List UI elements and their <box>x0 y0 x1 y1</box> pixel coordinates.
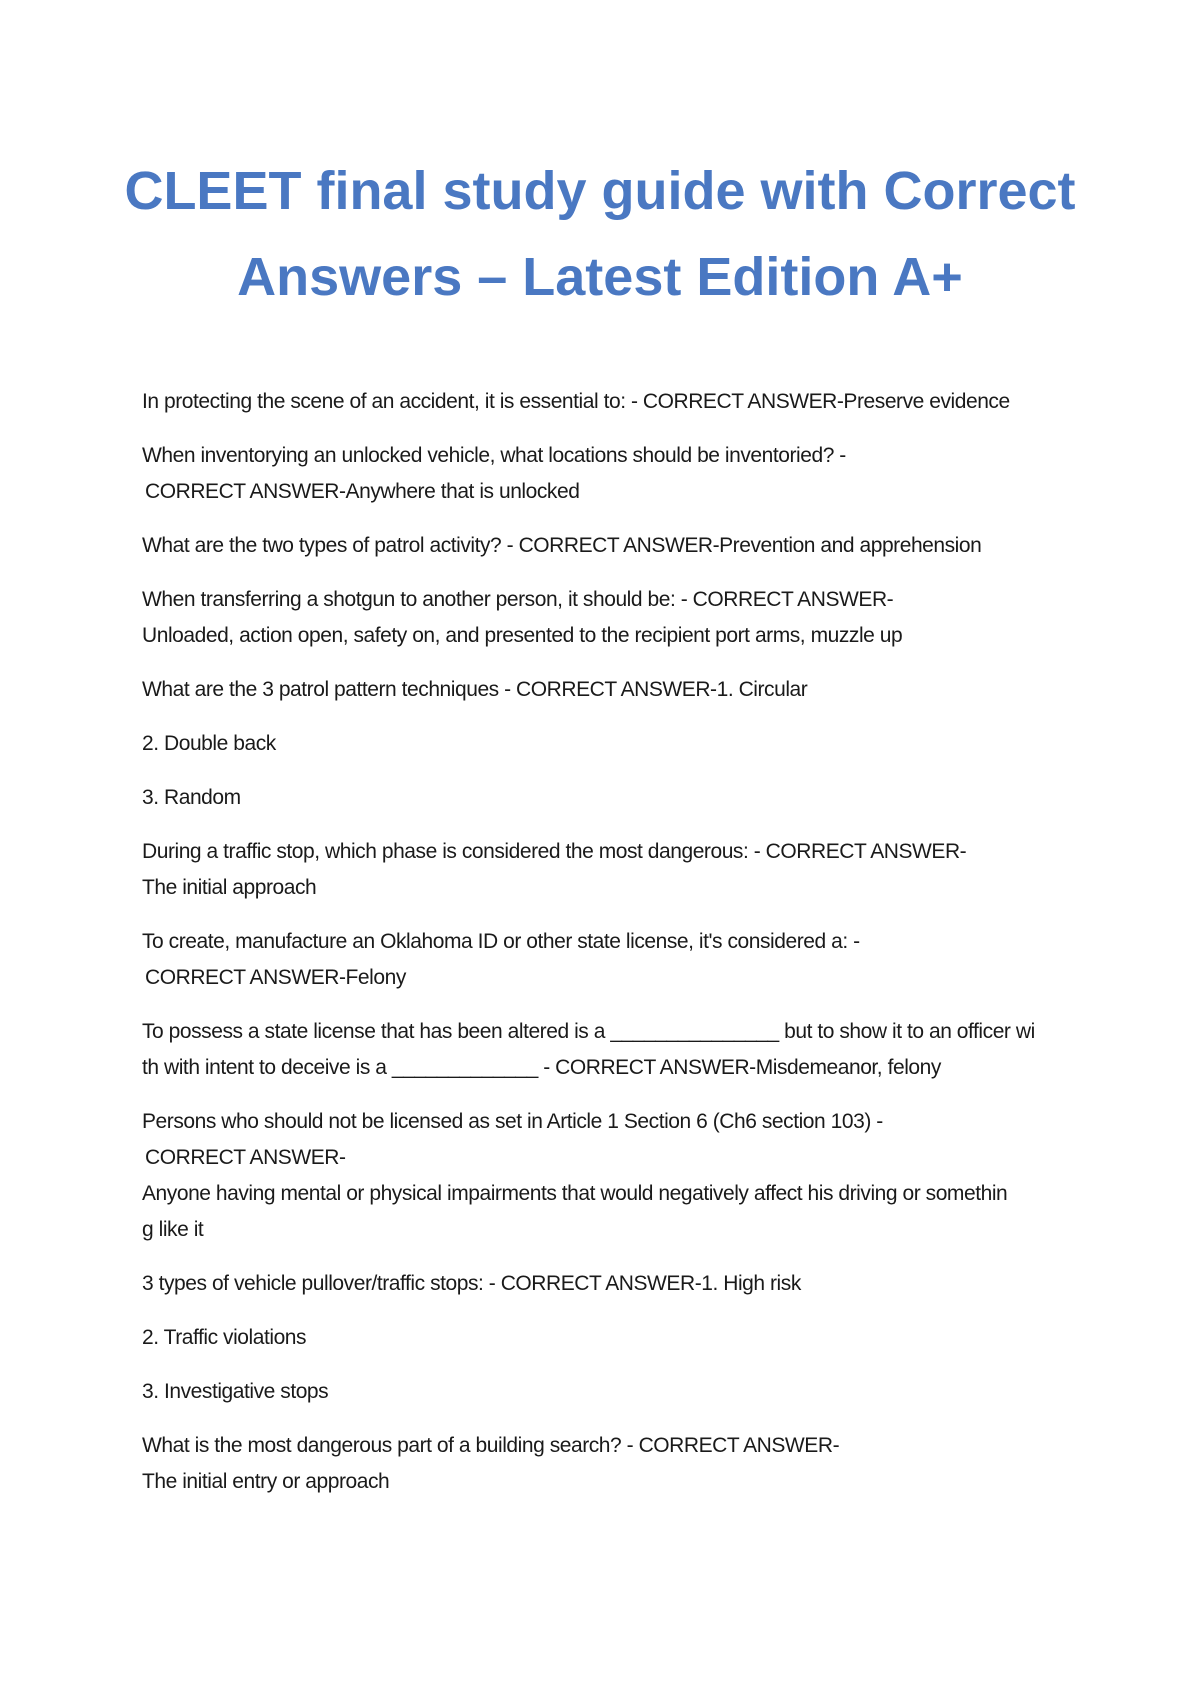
qa-paragraph <box>142 528 1077 564</box>
title-line-1: CLEET final study guide with Correct <box>124 161 1076 221</box>
text-line: What is the most dangerous part of a building search? - CORRECT ANSWER- <box>142 1434 840 1457</box>
qa-paragraph <box>142 1374 1077 1410</box>
text-line: CORRECT ANSWER-Anywhere that is unlocked <box>145 480 580 503</box>
document-title <box>100 148 1100 320</box>
qa-paragraph <box>142 672 1077 708</box>
text-line: The initial entry or approach <box>142 1470 390 1493</box>
text-line: The initial approach <box>142 876 317 899</box>
text-line: 2. Double back <box>142 732 276 755</box>
text-line: 3. Investigative stops <box>142 1380 329 1403</box>
title-line-2: Answers – Latest Edition A+ <box>237 247 963 307</box>
text-line: To possess a state license that has been altered is a _______________ but to show it to an officer wi <box>142 1020 1035 1043</box>
qa-paragraph <box>142 834 1077 906</box>
text-line: CORRECT ANSWER- <box>145 1146 346 1169</box>
study-guide-content <box>142 384 1077 1518</box>
text-line: 2. Traffic violations <box>142 1326 307 1349</box>
text-line: What are the two types of patrol activity? - CORRECT ANSWER-Prevention and apprehension <box>142 534 982 557</box>
text-line: 3 types of vehicle pullover/traffic stops: - CORRECT ANSWER-1. High risk <box>142 1272 801 1295</box>
qa-paragraph <box>142 1014 1077 1086</box>
text-line: g like it <box>142 1218 204 1241</box>
text-line: Anyone having mental or physical impairments that would negatively affect his driving or somethin <box>142 1182 1008 1205</box>
qa-paragraph <box>142 582 1077 654</box>
qa-paragraph <box>142 438 1077 510</box>
text-line: To create, manufacture an Oklahoma ID or other state license, it's considered a: - <box>142 930 860 953</box>
qa-paragraph <box>142 1104 1077 1248</box>
text-line: During a traffic stop, which phase is considered the most dangerous: - CORRECT ANSWER- <box>142 840 967 863</box>
qa-paragraph <box>142 726 1077 762</box>
text-line: 3. Random <box>142 786 241 809</box>
text-line: What are the 3 patrol pattern techniques - CORRECT ANSWER-1. Circular <box>142 678 808 701</box>
text-line: When inventorying an unlocked vehicle, what locations should be inventoried? - <box>142 444 846 467</box>
qa-paragraph <box>142 1266 1077 1302</box>
qa-paragraph <box>142 924 1077 996</box>
text-line: CORRECT ANSWER-Felony <box>145 966 406 989</box>
text-line: When transferring a shotgun to another person, it should be: - CORRECT ANSWER- <box>142 588 894 611</box>
text-line: Persons who should not be licensed as set in Article 1 Section 6 (Ch6 section 103) - <box>142 1110 883 1133</box>
qa-paragraph <box>142 1428 1077 1500</box>
text-line: th with intent to deceive is a _____________ - CORRECT ANSWER-Misdemeanor, felony <box>142 1056 941 1079</box>
text-line: Unloaded, action open, safety on, and presented to the recipient port arms, muzzle up <box>142 624 903 647</box>
text-line: In protecting the scene of an accident, it is essential to: - CORRECT ANSWER-Preserve evidence <box>142 390 1010 413</box>
qa-paragraph <box>142 1320 1077 1356</box>
qa-paragraph <box>142 780 1077 816</box>
qa-paragraph <box>142 384 1077 420</box>
